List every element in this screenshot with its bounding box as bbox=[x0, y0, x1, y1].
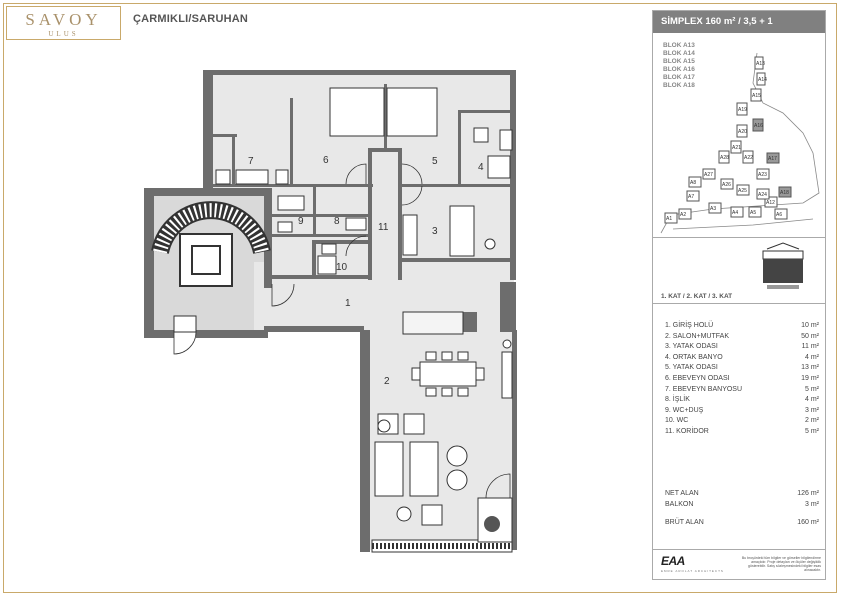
site-label-a2: A2 bbox=[680, 212, 687, 218]
room-row bbox=[665, 427, 819, 438]
site-block bbox=[755, 57, 765, 69]
site-block bbox=[689, 177, 701, 187]
disclaimer-text: Bu broşürdeki tüm bilgiler ve görseller bilgilendirme amaçlıdır. Proje detayları ve ölçüler değişiklik gösterebilir. Satış sözleşmesindeki bilgiler esas alınacaktır. bbox=[741, 556, 821, 572]
block-item: BLOK A16 bbox=[663, 66, 695, 73]
unit-type-title: SİMPLEX 160 m² / 3,5 + 1 bbox=[653, 11, 825, 33]
site-block bbox=[703, 169, 715, 179]
architect-logo: EAA bbox=[661, 554, 685, 568]
room-number-4: 4 bbox=[478, 162, 484, 173]
site-label-a25: A25 bbox=[738, 188, 747, 194]
room-number-3: 3 bbox=[432, 226, 438, 237]
site-block bbox=[709, 203, 721, 213]
site-label-a14: A14 bbox=[758, 77, 767, 83]
room-name: 9. WC+DUŞ bbox=[665, 406, 704, 414]
site-label-a28: A28 bbox=[720, 155, 729, 161]
site-block bbox=[757, 189, 769, 199]
site-block bbox=[719, 151, 729, 163]
site-block bbox=[731, 207, 743, 217]
location-title: ÇARMIKLI/SARUHAN bbox=[133, 13, 249, 25]
site-block bbox=[779, 187, 791, 197]
balcony-row bbox=[665, 500, 819, 511]
room-number-6: 6 bbox=[323, 155, 329, 166]
site-block bbox=[665, 213, 677, 223]
site-block bbox=[757, 169, 769, 179]
site-plan bbox=[653, 33, 825, 238]
site-block bbox=[751, 89, 761, 101]
site-label-a19: A19 bbox=[738, 107, 747, 113]
room-number-2: 2 bbox=[384, 376, 390, 387]
room-row bbox=[665, 321, 819, 332]
site-label-a17: A17 bbox=[768, 156, 777, 162]
room-row bbox=[665, 395, 819, 406]
site-label-a22: A22 bbox=[744, 155, 753, 161]
site-block bbox=[737, 103, 747, 115]
room-area: 10 m² bbox=[801, 322, 819, 329]
room-number-9: 9 bbox=[298, 216, 304, 227]
room-row bbox=[665, 342, 819, 353]
room-area: 4 m² bbox=[805, 396, 819, 404]
site-label-a24: A24 bbox=[758, 192, 767, 198]
site-label-a27: A27 bbox=[704, 172, 713, 178]
site-block bbox=[737, 185, 749, 195]
gross-area-value: 160 m² bbox=[797, 519, 819, 527]
room-name: 4. ORTAK BANYO bbox=[665, 353, 723, 361]
net-area-row bbox=[665, 489, 819, 500]
floor-plan bbox=[140, 60, 530, 560]
brand-sub: ULUS bbox=[48, 30, 79, 38]
site-block bbox=[731, 141, 741, 153]
block-item: BLOK A17 bbox=[663, 74, 695, 81]
room-number-8: 8 bbox=[334, 216, 340, 227]
site-label-a20: A20 bbox=[738, 129, 747, 135]
room-number-5: 5 bbox=[432, 156, 438, 167]
site-label-a15: A15 bbox=[752, 93, 761, 99]
room-area: 2 m² bbox=[805, 417, 819, 425]
room-list bbox=[665, 321, 819, 438]
room-number-1: 1 bbox=[345, 298, 351, 309]
site-block bbox=[775, 209, 787, 219]
area-totals bbox=[665, 489, 819, 529]
site-label-a1: A1 bbox=[666, 216, 673, 222]
room-area: 19 m² bbox=[801, 374, 819, 382]
section-diagram bbox=[653, 241, 825, 291]
room-name: 2. SALON+MUTFAK bbox=[665, 332, 729, 340]
room-area: 3 m² bbox=[805, 406, 819, 414]
site-block bbox=[749, 207, 761, 217]
room-name: 6. EBEVEYN ODASI bbox=[665, 374, 730, 382]
room-name: 5. YATAK ODASI bbox=[665, 364, 718, 372]
room-name: 10. WC bbox=[665, 417, 689, 425]
brand-name: SAVOY bbox=[25, 10, 102, 29]
room-area: 5 m² bbox=[805, 427, 819, 435]
site-label-a7: A7 bbox=[688, 194, 695, 200]
balcony-value: 3 m² bbox=[805, 500, 819, 508]
site-block bbox=[721, 179, 733, 189]
site-block bbox=[753, 119, 763, 131]
site-block bbox=[757, 73, 767, 85]
site-label-a3: A3 bbox=[710, 206, 717, 212]
site-label-a26: A26 bbox=[722, 182, 731, 188]
room-row bbox=[665, 416, 819, 427]
room-area: 13 m² bbox=[801, 364, 819, 372]
site-label-a12: A12 bbox=[766, 200, 775, 206]
block-item: BLOK A18 bbox=[663, 82, 695, 89]
room-number-11: 11 bbox=[378, 222, 389, 233]
site-block bbox=[737, 125, 747, 137]
site-label-a16: A16 bbox=[754, 123, 763, 129]
block-item: BLOK A14 bbox=[663, 50, 695, 57]
room-name: 8. İŞLİK bbox=[665, 396, 690, 404]
site-label-a8: A8 bbox=[690, 180, 697, 186]
room-row bbox=[665, 353, 819, 364]
block-item: BLOK A13 bbox=[663, 42, 695, 49]
floor-label: 1. KAT / 2. KAT / 3. KAT bbox=[661, 293, 733, 300]
site-block bbox=[743, 151, 753, 163]
site-label-a21: A21 bbox=[732, 145, 741, 151]
room-area: 50 m² bbox=[801, 332, 819, 340]
separator bbox=[653, 549, 825, 550]
site-label-a13: A13 bbox=[756, 61, 765, 67]
room-number-7: 7 bbox=[248, 156, 254, 167]
room-area: 4 m² bbox=[805, 353, 819, 361]
block-item: BLOK A15 bbox=[663, 58, 695, 65]
net-area-value: 126 m² bbox=[797, 490, 819, 497]
room-row bbox=[665, 406, 819, 417]
room-row bbox=[665, 385, 819, 396]
site-label-a18: A18 bbox=[780, 190, 789, 196]
architect-subtitle: EMRE AROLAT ARCHITECTS bbox=[661, 569, 724, 573]
site-label-a4: A4 bbox=[732, 210, 739, 216]
site-label-a5: A5 bbox=[750, 210, 757, 216]
info-panel bbox=[652, 10, 826, 580]
separator bbox=[653, 303, 825, 304]
room-name: 11. KORİDOR bbox=[665, 427, 709, 435]
site-block bbox=[767, 153, 779, 163]
room-area: 11 m² bbox=[801, 343, 819, 351]
separator bbox=[653, 237, 825, 238]
site-label-a6: A6 bbox=[776, 212, 783, 218]
room-row bbox=[665, 332, 819, 343]
room-name: 1. GİRİŞ HOLÜ bbox=[665, 322, 714, 329]
net-area-label: NET ALAN bbox=[665, 490, 699, 497]
gross-area-row bbox=[665, 518, 819, 529]
room-row bbox=[665, 363, 819, 374]
room-name: 7. EBEVEYN BANYOSU bbox=[665, 385, 743, 393]
site-label-a23: A23 bbox=[758, 172, 767, 178]
site-block bbox=[687, 191, 699, 201]
gross-area-label: BRÜT ALAN bbox=[665, 519, 704, 527]
brand-logo bbox=[6, 6, 121, 40]
site-block bbox=[679, 209, 691, 219]
room-name: 3. YATAK ODASI bbox=[665, 343, 718, 351]
room-row bbox=[665, 374, 819, 385]
room-area: 5 m² bbox=[805, 385, 819, 393]
room-number-10: 10 bbox=[336, 262, 348, 273]
balcony-label: BALKON bbox=[665, 500, 694, 508]
